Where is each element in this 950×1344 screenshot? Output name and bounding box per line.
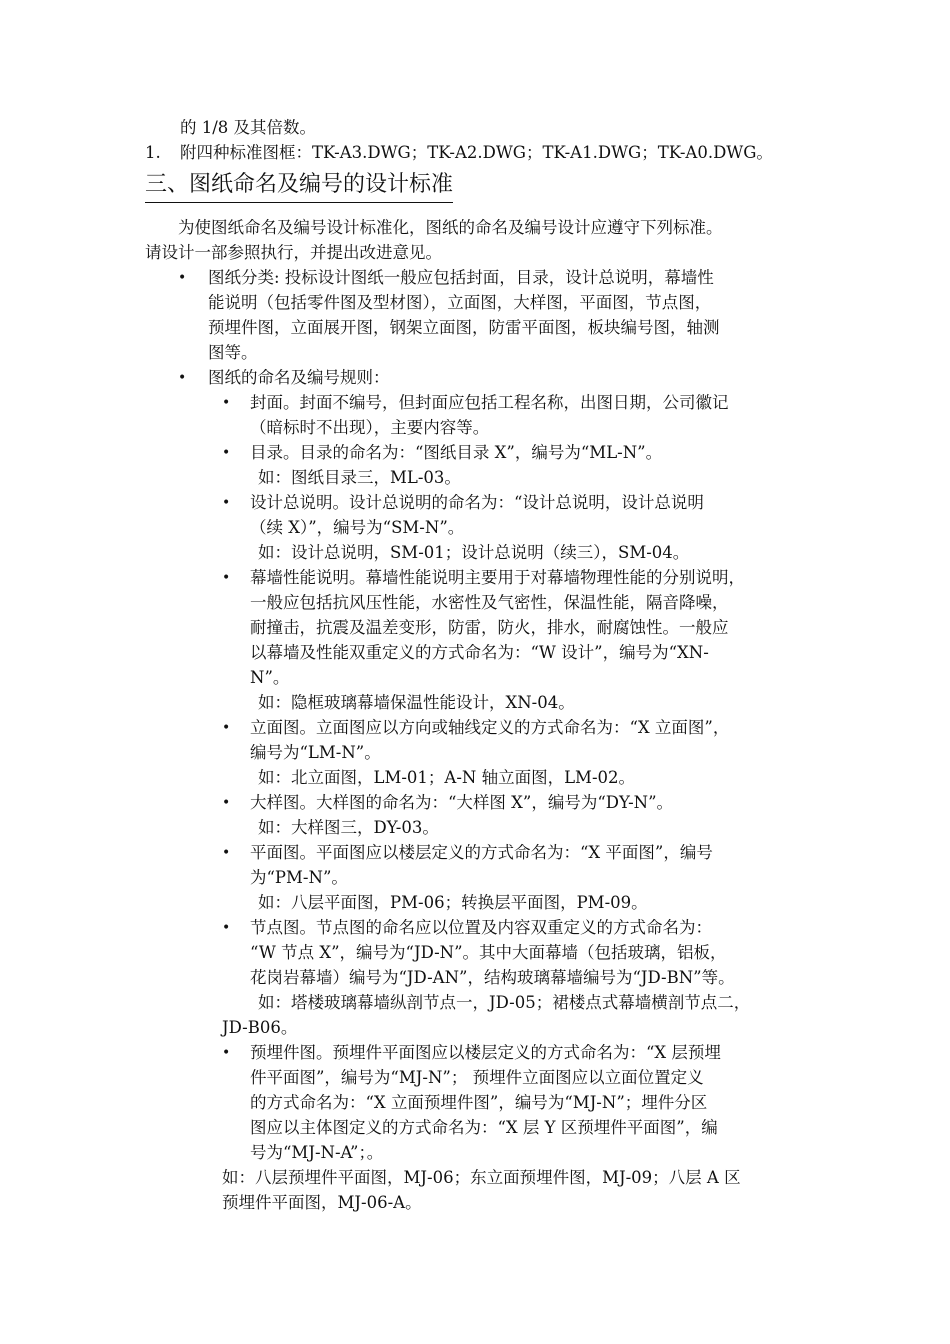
classification-line: 图等。: [208, 343, 258, 362]
embedded-rule-line: 预埋件图。预埋件平面图应以楼层定义的方式命名为：“X 层预埋: [250, 1043, 721, 1062]
embedded-rule-line: 号为“MJ-N-A”；。: [250, 1143, 384, 1162]
performance-rule-line: 以幕墙及性能双重定义的方式命名为：“W 设计”，编号为“XN-: [250, 643, 709, 662]
section-heading: 三、图纸命名及编号的设计标准: [145, 170, 453, 203]
toc-example: 如：图纸目录三，ML-03。: [258, 468, 461, 487]
rules-title: 图纸的命名及编号规则：: [208, 368, 390, 387]
detail-example: 如：大样图三，DY-03。: [258, 818, 439, 837]
embedded-rule-line: 的方式命名为：“X 立面预埋件图”，编号为“MJ-N”；埋件分区: [250, 1093, 708, 1112]
node-rule-line: 节点图。节点图的命名应以位置及内容双重定义的方式命名为：: [250, 918, 712, 937]
performance-rule-line: 幕墙性能说明。幕墙性能说明主要用于对幕墙物理性能的分别说明，: [250, 568, 745, 587]
embedded-example: 预埋件平面图，MJ-06-A。: [222, 1193, 422, 1212]
sub-bullet-marker: •: [222, 720, 231, 736]
section-paragraph-line: 为使图纸命名及编号设计标准化，图纸的命名及编号设计应遵守下列标准。: [178, 218, 723, 237]
elevation-example: 如：北立面图，LM-01；A-N 轴立面图，LM-02。: [258, 768, 636, 787]
classification-line: 能说明（包括零件图及型材图），立面图，大样图，平面图，节点图，: [208, 293, 712, 312]
intro-line: 的 1/8 及其倍数。: [180, 118, 317, 137]
standard-frames-item: 附四种标准图框：TK-A3.DWG；TK-A2.DWG；TK-A1.DWG；TK-A0.DWG。: [180, 143, 773, 162]
elevation-rule-line: 编号为“LM-N”。: [250, 743, 381, 762]
bullet-marker: •: [178, 270, 187, 286]
performance-rule-line: N”。: [250, 668, 290, 687]
cover-rule-line: 封面。封面不编号，但封面应包括工程名称，出图日期，公司徽记: [250, 393, 729, 412]
node-rule-line: “W 节点 X”，编号为“JD-N”。其中大面幕墙（包括玻璃，铝板，: [250, 943, 727, 962]
sub-bullet-marker: •: [222, 570, 231, 586]
plan-example: 如：八层平面图，PM-06；转换层平面图，PM-09。: [258, 893, 648, 912]
classification-line: 预埋件图，立面展开图，钢架立面图，防雷平面图，板块编号图，轴测: [208, 318, 720, 337]
performance-example: 如：隐框玻璃幕墙保温性能设计，XN-04。: [258, 693, 575, 712]
toc-rule-line: 目录。目录的命名为：“图纸目录 X”，编号为“ML-N”。: [250, 443, 663, 462]
performance-rule-line: 一般应包括抗风压性能，水密性及气密性，保温性能，隔音降噪，: [250, 593, 729, 612]
node-example: 如：塔楼玻璃幕墙纵剖节点一，JD-05；裙楼点式幕墙横剖节点二，: [258, 993, 751, 1012]
embedded-rule-line: 件平面图”，编号为“MJ-N”； 预埋件立面图应以立面位置定义: [250, 1068, 704, 1087]
sub-bullet-marker: •: [222, 920, 231, 936]
general-example: 如：设计总说明，SM-01；设计总说明（续三），SM-04。: [258, 543, 690, 562]
sub-bullet-marker: •: [222, 1045, 231, 1061]
sub-bullet-marker: •: [222, 795, 231, 811]
node-example: JD-B06。: [222, 1018, 298, 1037]
classification-line: 图纸分类: 投标设计图纸一般应包括封面，目录，设计总说明，幕墙性: [208, 268, 714, 287]
bullet-marker: •: [178, 370, 187, 386]
sub-bullet-marker: •: [222, 445, 231, 461]
general-rule-line: 设计总说明。设计总说明的命名为：“设计总说明，设计总说明: [250, 493, 704, 512]
elevation-rule-line: 立面图。立面图应以方向或轴线定义的方式命名为：“X 立面图”，: [250, 718, 730, 737]
cover-rule-line: （暗标时不出现），主要内容等。: [250, 418, 490, 437]
plan-rule-line: 为“PM-N”。: [250, 868, 348, 887]
sub-bullet-marker: •: [222, 845, 231, 861]
sub-bullet-marker: •: [222, 395, 231, 411]
plan-rule-line: 平面图。平面图应以楼层定义的方式命名为：“X 平面图”，编号: [250, 843, 713, 862]
section-paragraph-line: 请设计一部参照执行，并提出改进意见。: [145, 243, 442, 262]
general-rule-line: （续 X）”，编号为“SM-N”。: [250, 518, 465, 537]
list-number: 1.: [145, 143, 161, 162]
sub-bullet-marker: •: [222, 495, 231, 511]
node-rule-line: 花岗岩幕墙）编号为“JD-AN”，结构玻璃幕墙编号为“JD-BN”等。: [250, 968, 735, 987]
performance-rule-line: 耐撞击，抗震及温差变形，防雷，防火，排水，耐腐蚀性。一般应: [250, 618, 729, 637]
embedded-rule-line: 图应以主体图定义的方式命名为：“X 层 Y 区预埋件平面图”，编: [250, 1118, 718, 1137]
embedded-example: 如：八层预埋件平面图，MJ-06；东立面预埋件图，MJ-09；八层 A 区: [222, 1168, 741, 1187]
detail-rule-line: 大样图。大样图的命名为：“大样图 X”，编号为“DY-N”。: [250, 793, 674, 812]
